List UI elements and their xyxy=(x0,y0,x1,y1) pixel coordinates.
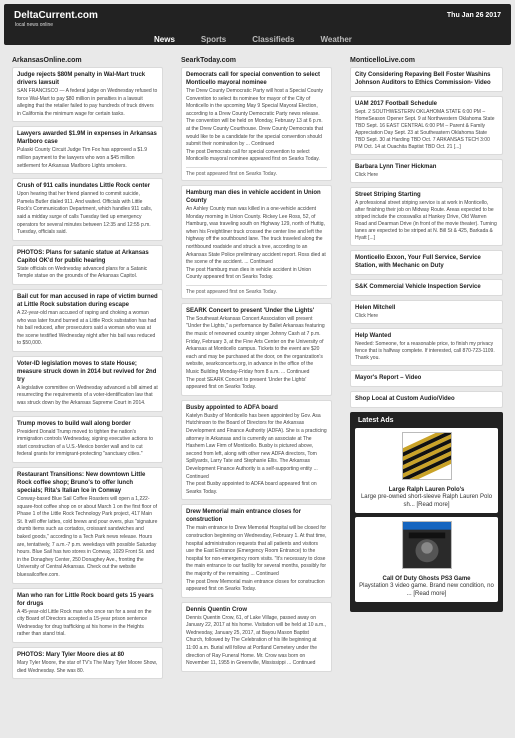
news-card xyxy=(350,67,503,92)
news-summary: A legislative committee on Wednesday advanced a bill aimed at resurrecting the requirements of a voter-identification law that was struck down by the Arkansas Supreme Court in 2014. xyxy=(17,384,158,407)
news-title[interactable]: Drew Memorial main entrance closes for construction xyxy=(186,509,302,524)
news-post-note: The post SEARK Concert to present 'Under the Lights' appeared first on Searks Today. xyxy=(186,376,307,391)
news-title[interactable]: Man who ran for Little Rock board gets 15 years for drugs xyxy=(17,592,154,607)
column-title[interactable]: ArkansasOnline.com xyxy=(12,57,82,64)
site-title[interactable]: DeltaCurrent.com xyxy=(14,10,98,21)
news-post-note: The post Busby appointed to ADFA board appeared first on Searks Today. xyxy=(186,481,317,495)
news-summary: Dennis Quentin Crow, 61, of Lake Village, passed away on January 22, 2017 at his home. Visitation will be held at 10 a.m., Wednesday, January 25, 2017, at Bayou Mason Baptist Church, followed by The Celebration of his life beginning at 11:00 a.m. Burial will follow at Portland Cemetery under the direction of Ray Funeral Home. Mr. Crow was born on November 11, 1955 in Greenville, Mississippi ... Continued xyxy=(186,614,326,667)
latest-ads-panel xyxy=(350,412,503,612)
ads-title: Latest Ads xyxy=(358,417,394,424)
news-card xyxy=(12,178,163,241)
news-summary: State officials on Wednesday advanced plans for a Satanic Temple statue on the grounds of the Arkansas Capitol. xyxy=(17,265,148,280)
news-card xyxy=(12,67,163,122)
news-summary: A 45-year-old Little Rock man who once ran for a seat on the city Board of Directors accepted a 15-year prison sentence Wednesday for drug trafficking at his home in the Heights rather than stand trial. xyxy=(17,608,152,638)
news-title[interactable]: Help Wanted xyxy=(355,333,392,339)
news-card xyxy=(12,289,163,352)
column-title[interactable]: MonticelloLive.com xyxy=(350,57,415,64)
site-header xyxy=(4,4,511,45)
news-summary: Conway-based Blue Sail Coffee Roasters will open a 1,222-square-foot coffee shop on or about March 1 on the first floor of Phase 1 of the Little Rock Technology Park project, 417 Main St. It will offer lattes, cold brews and pour overs, plus "signature drumb items such as cortados, croissant sandwiches and baked goods," according to a Tech Park news release. Hours are, tentatively, 7 a.m.-7 p.m. weekdays with possible Saturday hours. Blue Sail has two stores in Conway, 1029 Front St. and in the Donaghey Center, 250 Donaghey Ave., fronting the University of Central Arkansas. Check out the website bluesailcoffee.com. xyxy=(17,496,158,578)
news-card xyxy=(181,185,332,299)
ad-body-text: Playstation 3 video game. Brand new condition, no ... xyxy=(359,583,494,597)
posted-note: The post appeared first on Searks Today. xyxy=(186,285,327,295)
site-tagline: local news online xyxy=(15,22,54,28)
news-summary: The Drew County Democratic Party will host a Special County Convention to select its nominee for mayor of the City of Monticello in the upcoming May 9 Special Mayoral Election, according to a Drew County Democratic Party news release. The convention will be held on Monday, February 13 at 6 p.m. at the Drew County Courthouse. Drew County Democrats that would like to be a candidate for the special convention should submit their nomination by ... Continued xyxy=(186,88,324,148)
news-title[interactable]: Judge rejects $80M penalty in Wal-Mart truck drivers lawsuit xyxy=(17,72,146,86)
news-card xyxy=(12,467,163,584)
news-title[interactable]: Shop Local at Custom Audio/Video xyxy=(355,396,455,402)
news-title[interactable]: Busby appointed to ADFA board xyxy=(186,404,278,411)
news-summary: A professional street striping service is at work in Monticello, after finishing their job on Midway Route. Areas expected to be striped include the crosswalks at Hankey Drive, Old Warren Road and Dearman Drive (in front of the movie theater). Turning lanes are expected to be striped at N. Bill St & 425, Barkada & Hyatt [...] xyxy=(355,200,497,241)
nav-tab-sports[interactable]: Sports xyxy=(200,35,227,44)
game-cover-image[interactable] xyxy=(402,521,452,569)
news-title[interactable]: Hamburg man dies in vehicle accident in Union County xyxy=(186,189,321,204)
news-card xyxy=(181,67,332,181)
news-summary: An Ashley County man was killed in a one-vehicle accident Monday morning in Union County. Rickey Lee Ross, 52, of Hamburg, was traveling south on Highway 129, north of Huttig, when his Freightliner truck crossed the center line and left the highway off the southbound lane. The truck traveled along the northbound roadside and struck a tree, according to an Arkansas State Police preliminary accident report. Ross died at the scene of the accident. ... Continued xyxy=(186,205,326,266)
column-arkansasonline xyxy=(12,57,163,683)
news-card xyxy=(350,300,503,324)
news-card xyxy=(12,647,163,679)
news-card xyxy=(12,356,163,412)
column-searktoday xyxy=(181,57,332,676)
news-title[interactable]: Barbara Lynn Tiner Hickman xyxy=(355,164,437,170)
ad-card xyxy=(355,517,498,602)
news-title[interactable]: SEARK Concert to present 'Under the Lights' xyxy=(186,307,315,314)
posted-note: The post appeared first on Searks Today. xyxy=(186,167,327,177)
ad-title[interactable]: Call Of Duty Ghosts PS3 Game xyxy=(382,576,471,582)
ad-description xyxy=(359,582,494,598)
news-card xyxy=(12,588,163,643)
news-post-note: The post Democrats call for special convention to select Monticello mayoral nominee appeared first on Searks Today. xyxy=(186,148,320,163)
news-card xyxy=(12,126,163,174)
nav-tab-weather[interactable]: Weather xyxy=(320,35,352,44)
column-monticellolive xyxy=(350,57,503,612)
read-more-link[interactable]: [Read more] xyxy=(416,502,450,508)
news-card xyxy=(181,400,332,501)
news-title[interactable]: Crush of 911 calls inundates Little Rock center xyxy=(17,183,151,190)
news-post-note: The post Hamburg man dies in vehicle accident in Union County appeared first on Searks Today. xyxy=(186,266,312,281)
news-title[interactable]: Bail cut for man accused in rape of victim burned at Little Rock substation during escape xyxy=(17,293,158,308)
column-title[interactable]: SearkToday.com xyxy=(181,57,236,64)
news-title[interactable]: Monticello Exxon, Your Full Service, Service Station, with Mechanic on Duty xyxy=(355,255,481,269)
read-more-link[interactable]: [Read more] xyxy=(413,591,447,597)
news-title[interactable]: PHOTOS: Plans for satanic statue at Arkansas Capitol OK'd for public hearing xyxy=(17,249,149,264)
news-summary: President Donald Trump moved to tighten the nation's immigration controls Wednesday, signing executive actions to start construction of a U.S.-Mexico border wall and to cut federal grants for immigrant-protecting "sanctuary cities." xyxy=(17,428,153,458)
news-card xyxy=(181,504,332,597)
news-summary: Needed: Someone, for a reasonable price, to finish my privacy fence that is halfway complete. If interested, call 870-723-1109. Thank you. xyxy=(355,341,495,361)
news-title[interactable]: Mayor's Report – Video xyxy=(355,375,422,381)
news-title[interactable]: Democrats call for special convention to select Monticello mayoral nominee xyxy=(186,72,321,86)
news-card xyxy=(12,416,163,463)
news-summary: SAN FRANCISCO — A federal judge on Wednesday refused to force Wal-Mart to pay $80 million in penalties in a lawsuit alleging that the retailer failed to pay hundreds of truck drivers in California the minimum wage for certain tasks. xyxy=(17,88,158,117)
news-card xyxy=(350,391,503,408)
news-card xyxy=(350,279,503,296)
news-title[interactable]: Restaurant Transitions: New downtown Little Rock coffee shop; Bruno's to offer lunch specials; Rita's Italian Ice in Conway xyxy=(17,472,146,495)
news-title[interactable]: Voter-ID legislation moves to state House; measure struck down in 2014 but revived for 2nd try xyxy=(17,360,157,383)
news-title[interactable]: Street Striping Starting xyxy=(355,192,421,198)
news-card xyxy=(181,602,332,672)
news-title[interactable]: Lawyers awarded $1.9M in expenses in Arkansas Marlboro case xyxy=(17,131,157,146)
news-card xyxy=(350,370,503,387)
news-summary: Katelyn Busby of Monticello has been appointed by Gov. Asa Hutchinson to the Board of Directors for the Arkansas Development and Finance Authority (ADFA). She is a practicing attorney in Arkansas and is currently an associate at The Hashem Law Firm of Monticello. Busby is pictured above, second from left, along with other new ADFA directors, Tom Spillyards, Larry Tate and Stephanie Ellis. The Arkansas Development Finance Authority is a self-supporting entity ... Continued xyxy=(186,412,327,480)
news-title[interactable]: Dennis Quentin Crow xyxy=(186,606,248,613)
news-summary: Upon hearing that her friend planned to commit suicide, Pamela Butler dialed 911. And waited. Officials with Little Rock's Communication Department, which handles 911 calls, said a midday surge of calls Tuesday tied up emergency operators for several minutes between 12:35 and 12:55 p.m. Tuesday, officials said. xyxy=(17,191,153,236)
main-nav xyxy=(154,35,378,44)
news-card xyxy=(350,250,503,275)
click-here-link[interactable]: Click Here xyxy=(355,313,379,319)
news-title[interactable]: UAM 2017 Football Schedule xyxy=(355,101,438,107)
news-summary: Mary Tyler Moore, the star of TV's The Mary Tyler Moore Show, died Wednesday. She was 80. xyxy=(17,659,158,674)
news-summary: Sept. 2 SOUTHWESTERN OKLAHOMA STATE 6:00 PM – HomeSeason Opener Sept. 9 at Northwestern Oklahoma State TBD Sept. 16 EAST CENTRAL 6:00 PM – Parent & Family Appreciation Day Sept. 23 at Southeastern Oklahoma State TBD Sept. 30 at Harding TBD Oct. 7 ARKANSAS TECH 3:00 PM Oct. 14 at Ouachita Baptist TBD Oct. 21 [...] xyxy=(355,109,495,150)
news-card xyxy=(350,96,503,155)
news-title[interactable]: Helen Mitchell xyxy=(355,305,396,311)
news-title[interactable]: PHOTOS: Mary Tyler Moore dies at 80 xyxy=(17,651,125,658)
news-post-note: The post Drew Memorial main entrance closes for construction appeared first on Searks Today. xyxy=(186,578,325,593)
news-title[interactable]: Trump moves to build wall along border xyxy=(17,420,131,427)
news-card xyxy=(350,187,503,246)
news-card xyxy=(181,303,332,396)
nav-tab-news[interactable]: News xyxy=(154,35,175,44)
news-title[interactable]: S&K Commercial Vehicle Inspection Service xyxy=(355,284,481,290)
ad-body-text: Large pre-owned short-sleeve Ralph Lauren Polo sh... xyxy=(360,494,493,508)
ad-title[interactable]: Large Ralph Lauren Polo's xyxy=(388,487,465,493)
news-card xyxy=(12,245,163,285)
nav-tab-classifieds[interactable]: Classifieds xyxy=(252,35,295,44)
news-summary: The main entrance to Drew Memorial Hospital will be closed for construction beginning on Wednesday, February 1. At that time, hospital administration requests that all patients and visitors use the East Entrance (Emergency Room Entrance) to the hospital for non-emergency room visits. "It's necessary to close the main entrance to our facility for several months, possibly for the majority of the remaining ... Continued xyxy=(186,525,327,577)
header-date: Thu Jan 26 2017 xyxy=(446,12,501,19)
news-card xyxy=(350,159,503,183)
ad-description xyxy=(359,493,494,509)
news-summary: Pulaski County Circuit Judge Tim Fox has approved a $1.9 million payment to the lawyers who won a $45 million settlement for Arkansas Marlboro Lights smokers. xyxy=(17,147,148,169)
news-summary: A 22-year-old man accused of raping and choking a woman who was later found burned at a Little Rock substation has had his bail reduced, after prosecutors said a woman who was at the scene testified Wednesday night after his bail was reduced to $50,000. xyxy=(17,309,157,347)
click-here-link[interactable]: Click Here xyxy=(355,172,379,178)
ad-card xyxy=(355,428,498,513)
striped-scarf-image[interactable] xyxy=(402,432,452,480)
news-summary: The Southeast Arkansas Concert Association will present "Under the Lights," a performance by Ballet Arkansas featuring the music of renowned country singer Johnny Cash at 7 p.m. Friday, February 3, at the Fine Arts Center on the University of Arkansas at Monticello campus. Tickets to the event are $20 each and may be purchased at the door, on the organization's website, searkconcerts.org, in advance in the office of the Music Building Monday-Friday from 8 a.m. ... Continued xyxy=(186,315,325,376)
news-card xyxy=(350,328,503,366)
news-title[interactable]: City Considering Repaving Bell Foster Washins Johnson Auditors to Ethics Commission- Video xyxy=(355,72,491,86)
